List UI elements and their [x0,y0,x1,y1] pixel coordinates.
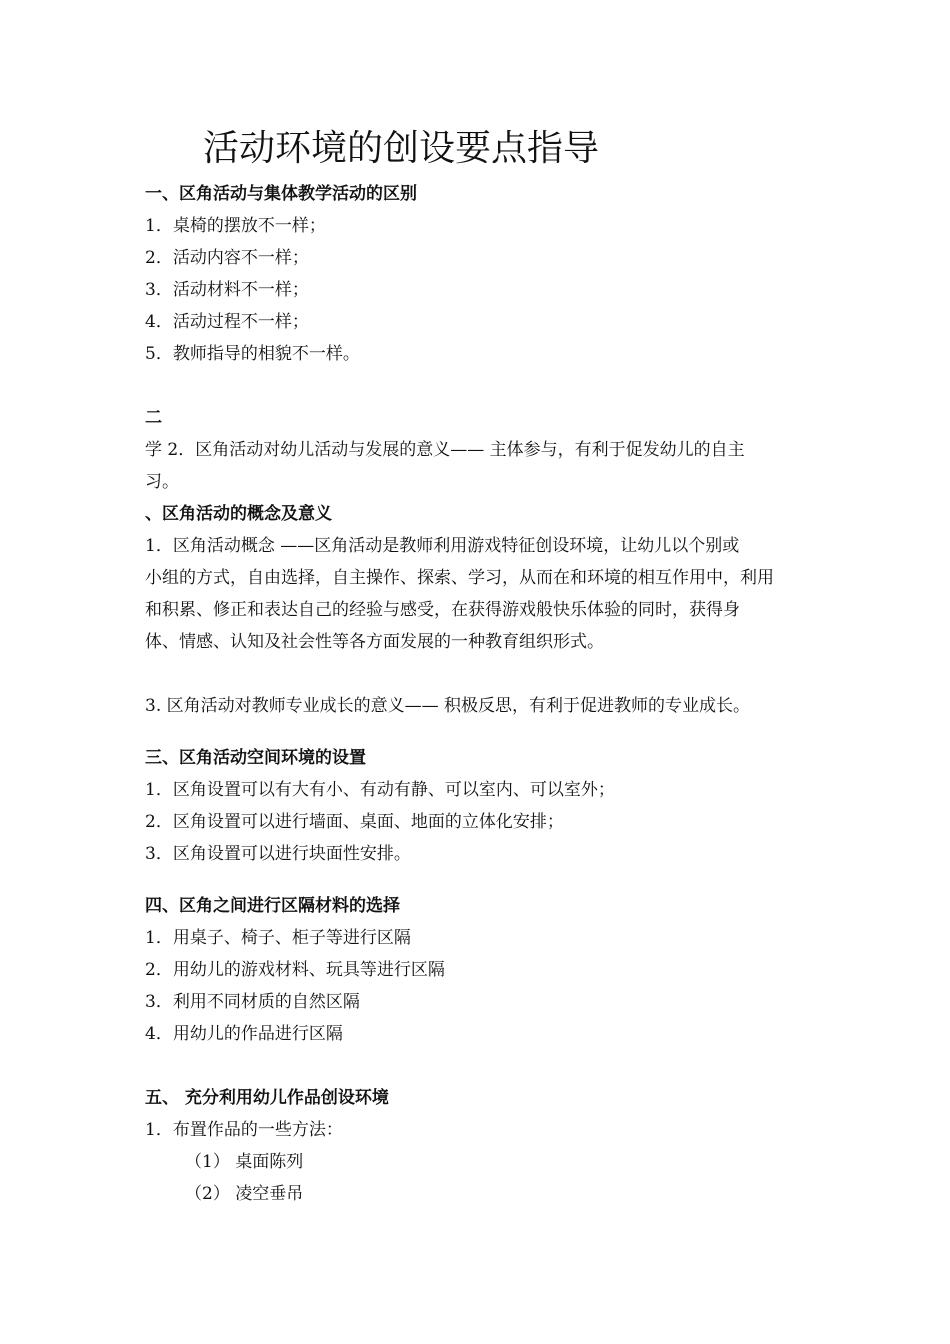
section-2-number: 二 [145,408,162,428]
paragraph-line: 1．区角活动概念 ——区角活动是教师利用游戏特征创设环境，让幼儿以个别或 [145,536,740,556]
list-item: 1．桌椅的摆放不一样； [145,216,326,236]
list-item: 3．区角设置可以进行块面性安排。 [145,844,411,864]
paragraph-line: 习。 [145,472,179,492]
paragraph-line: 3. 区角活动对教师专业成长的意义—— 积极反思，有利于促进教师的专业成长。 [145,696,751,716]
list-item: 3．利用不同材质的自然区隔 [145,992,360,1012]
list-item: 1．布置作品的一些方法： [145,1120,343,1140]
section-4-heading: 四、区角之间进行区隔材料的选择 [145,896,400,916]
section-2-heading: 、区角活动的概念及意义 [145,504,332,524]
section-5-heading: 五、 充分利用幼儿作品创设环境 [145,1088,389,1108]
paragraph-line: 学 2．区角活动对幼儿活动与发展的意义—— 主体参与，有利于促发幼儿的自主 [145,440,745,460]
list-item: 1．区角设置可以有大有小、有动有静、可以室内、可以室外； [145,780,615,800]
list-item: 5．教师指导的相貌不一样。 [145,344,360,364]
list-item: 2．用幼儿的游戏材料、玩具等进行区隔 [145,960,445,980]
list-item: 4．活动过程不一样； [145,312,309,332]
section-1-heading: 一、区角活动与集体教学活动的区别 [145,184,417,204]
list-item: 4．用幼儿的作品进行区隔 [145,1024,343,1044]
document-title: 活动环境的创设要点指导 [203,128,600,169]
paragraph-line: 体、情感、认知及社会性等各方面发展的一种教育组织形式。 [145,632,604,652]
sub-list-item: （2） 凌空垂吊 [185,1184,304,1204]
list-item: 2．区角设置可以进行墙面、桌面、地面的立体化安排； [145,812,564,832]
list-item: 2．活动内容不一样； [145,248,309,268]
list-item: 3．活动材料不一样； [145,280,309,300]
list-item: 1．用桌子、椅子、柜子等进行区隔 [145,928,411,948]
sub-list-item: （1） 桌面陈列 [185,1152,304,1172]
section-3-heading: 三、区角活动空间环境的设置 [145,748,366,768]
paragraph-line: 小组的方式，自由选择，自主操作、探索、学习，从而在和环境的相互作用中，利用 [145,568,774,588]
paragraph-line: 和积累、修正和表达自己的经验与感受，在获得游戏般快乐体验的同时，获得身 [145,600,740,620]
